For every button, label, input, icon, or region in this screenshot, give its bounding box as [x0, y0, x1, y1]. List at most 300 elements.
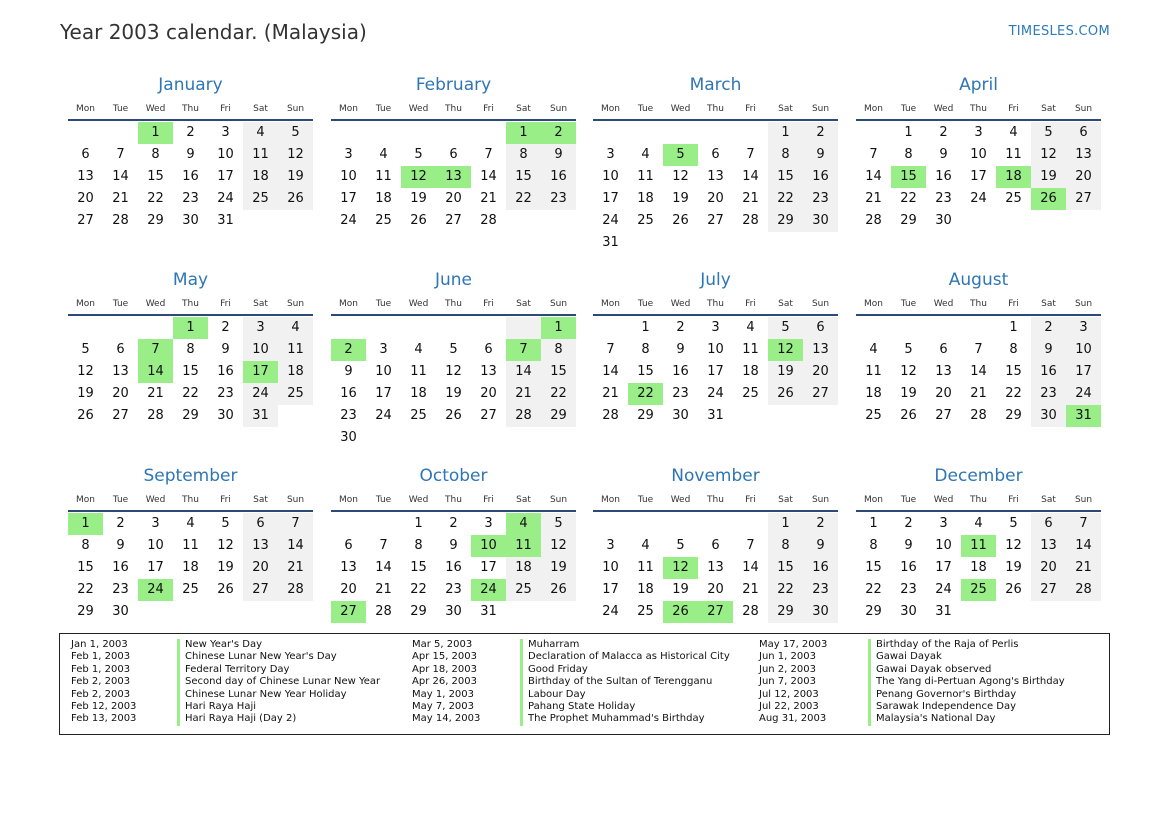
- day-cell: 18: [182, 560, 199, 575]
- weekday-label: Thu: [707, 495, 724, 505]
- day-cell: 4: [186, 516, 195, 531]
- holiday-day-cell: 7: [138, 339, 173, 361]
- holiday-day-cell: 1: [506, 122, 541, 144]
- empty-cell: [628, 513, 663, 535]
- header-divider: [593, 510, 838, 512]
- day-cell: 17: [480, 560, 497, 575]
- day-cell: 19: [1005, 560, 1022, 575]
- day-cell: 29: [768, 210, 803, 232]
- brand-logo-link[interactable]: TIMESLES.COM: [1008, 24, 1110, 39]
- day-cell: 31: [243, 405, 278, 427]
- holiday-day-cell: 11: [506, 535, 541, 557]
- day-cell: 26: [1005, 582, 1022, 597]
- day-cell: 13: [77, 169, 94, 184]
- day-cell: 16: [672, 364, 689, 379]
- weekday-label: Sat: [1041, 299, 1056, 309]
- legend-date-column: [71, 639, 136, 726]
- holiday-date: May 14, 2003: [412, 713, 481, 725]
- day-cell: 8: [904, 147, 913, 162]
- day-cell: 2: [676, 320, 685, 335]
- weekday-label: Sat: [253, 104, 268, 114]
- holiday-day-cell: 12: [401, 166, 436, 188]
- day-cell: 16: [217, 364, 234, 379]
- day-cell: 27: [1066, 188, 1101, 210]
- day-cell: 13: [112, 364, 129, 379]
- holiday-date: Feb 1, 2003: [71, 663, 131, 675]
- weekday-label: Sun: [811, 104, 830, 114]
- empty-cell: [961, 317, 996, 339]
- day-cell: 4: [379, 147, 388, 162]
- weekday-label: Mon: [339, 299, 358, 309]
- day-cell: 27: [445, 213, 462, 228]
- header-divider: [856, 119, 1101, 121]
- day-cell: 27: [77, 213, 94, 228]
- empty-cell: [593, 317, 628, 339]
- day-cell: 29: [637, 408, 654, 423]
- day-grid: [68, 122, 313, 232]
- day-cell: 17: [340, 191, 357, 206]
- weekday-label: Thu: [445, 299, 462, 309]
- day-cell: 26: [541, 579, 576, 601]
- day-cell: 9: [1031, 339, 1066, 361]
- day-cell: 28: [375, 604, 392, 619]
- weekday-label: Wed: [670, 299, 691, 309]
- day-cell: 21: [112, 191, 129, 206]
- holiday-name: Penang Governor's Birthday: [876, 688, 1017, 700]
- month-november: [593, 463, 838, 623]
- month-december: [856, 463, 1101, 623]
- weekday-header: [593, 297, 838, 311]
- holiday-date: May 7, 2003: [412, 700, 475, 712]
- day-cell: 1: [904, 125, 913, 140]
- day-cell: 15: [768, 557, 803, 579]
- weekday-label: Fri: [745, 299, 756, 309]
- holiday-day-cell: 24: [138, 579, 173, 601]
- day-cell: 3: [711, 320, 720, 335]
- holiday-name: Gawai Dayak: [876, 651, 942, 663]
- day-cell: 12: [1005, 538, 1022, 553]
- day-cell: 10: [707, 342, 724, 357]
- day-cell: 14: [112, 169, 129, 184]
- day-cell: 29: [410, 604, 427, 619]
- empty-cell: [926, 317, 961, 339]
- day-cell: 14: [970, 364, 987, 379]
- month-april: [856, 72, 1101, 232]
- weekday-label: Mon: [76, 495, 95, 505]
- day-cell: 3: [1066, 317, 1101, 339]
- month-march: [593, 72, 838, 254]
- weekday-label: Tue: [637, 495, 654, 505]
- day-cell: 29: [1005, 408, 1022, 423]
- month-june: [331, 267, 576, 449]
- holiday-date: Mar 5, 2003: [412, 639, 473, 650]
- day-cell: 3: [974, 125, 983, 140]
- weekday-label: Sun: [811, 299, 830, 309]
- day-cell: 1: [641, 320, 650, 335]
- month-name: January: [158, 75, 223, 95]
- day-cell: 19: [77, 386, 94, 401]
- month-name: November: [671, 466, 760, 486]
- holiday-day-cell: 27: [698, 601, 733, 623]
- holiday-date: Feb 12, 2003: [71, 700, 137, 712]
- day-cell: 4: [414, 342, 423, 357]
- holiday-day-cell: 2: [541, 122, 576, 144]
- day-cell: 6: [243, 513, 278, 535]
- day-cell: 14: [506, 361, 541, 383]
- day-cell: 18: [865, 386, 882, 401]
- holiday-date: Aug 31, 2003: [759, 713, 827, 725]
- day-cell: 11: [278, 339, 313, 361]
- day-cell: 22: [541, 383, 576, 405]
- day-cell: 18: [637, 191, 654, 206]
- weekday-label: Wed: [408, 299, 429, 309]
- day-cell: 18: [506, 557, 541, 579]
- holiday-day-cell: 11: [961, 535, 996, 557]
- day-cell: 5: [1009, 516, 1018, 531]
- day-cell: 20: [445, 191, 462, 206]
- day-cell: 5: [414, 147, 423, 162]
- holiday-name: Muharram: [528, 639, 580, 650]
- day-cell: 23: [672, 386, 689, 401]
- holiday-day-cell: 27: [331, 601, 366, 623]
- day-cell: 17: [1066, 361, 1101, 383]
- day-cell: 12: [1031, 144, 1066, 166]
- day-cell: 16: [900, 560, 917, 575]
- day-cell: 28: [602, 408, 619, 423]
- empty-cell: [856, 122, 891, 144]
- weekday-header: [593, 493, 838, 507]
- day-cell: 30: [672, 408, 689, 423]
- day-cell: 22: [865, 582, 882, 597]
- weekday-label: Sun: [549, 495, 568, 505]
- day-cell: 14: [742, 169, 759, 184]
- day-cell: 3: [939, 516, 948, 531]
- weekday-label: Mon: [76, 104, 95, 114]
- month-october: [331, 463, 576, 623]
- weekday-label: Sun: [1074, 299, 1093, 309]
- empty-cell: [471, 317, 506, 339]
- day-cell: 21: [278, 557, 313, 579]
- weekday-label: Thu: [182, 299, 199, 309]
- day-cell: 1: [1009, 320, 1018, 335]
- weekday-label: Wed: [408, 495, 429, 505]
- day-cell: 15: [637, 364, 654, 379]
- weekday-label: Sat: [516, 495, 531, 505]
- weekday-label: Tue: [112, 299, 129, 309]
- day-cell: 2: [186, 125, 195, 140]
- day-cell: 24: [217, 191, 234, 206]
- empty-cell: [366, 122, 401, 144]
- day-cell: 25: [243, 188, 278, 210]
- weekday-label: Sun: [549, 104, 568, 114]
- day-cell: 19: [672, 582, 689, 597]
- day-cell: 9: [803, 535, 838, 557]
- day-cell: 24: [243, 383, 278, 405]
- day-cell: 7: [278, 513, 313, 535]
- legend-name-column: [868, 639, 1065, 726]
- day-cell: 20: [340, 582, 357, 597]
- day-cell: 24: [935, 582, 952, 597]
- weekday-label: Thu: [970, 299, 987, 309]
- day-cell: 10: [602, 169, 619, 184]
- weekday-label: Sat: [516, 299, 531, 309]
- day-cell: 11: [243, 144, 278, 166]
- weekday-label: Thu: [182, 495, 199, 505]
- day-cell: 15: [865, 560, 882, 575]
- day-cell: 20: [1031, 557, 1066, 579]
- day-cell: 17: [602, 582, 619, 597]
- day-cell: 12: [217, 538, 234, 553]
- holiday-day-cell: 26: [1031, 188, 1066, 210]
- day-cell: 6: [803, 317, 838, 339]
- header-divider: [68, 119, 313, 121]
- holiday-day-cell: 14: [138, 361, 173, 383]
- day-cell: 13: [340, 560, 357, 575]
- holiday-date: Jun 7, 2003: [759, 676, 816, 688]
- day-cell: 4: [641, 147, 650, 162]
- holiday-name: New Year's Day: [185, 639, 263, 650]
- day-cell: 30: [217, 408, 234, 423]
- weekday-label: Fri: [220, 299, 231, 309]
- day-cell: 15: [410, 560, 427, 575]
- day-cell: 12: [672, 169, 689, 184]
- weekday-label: Tue: [900, 495, 917, 505]
- holiday-name: Birthday of the Sultan of Terengganu: [528, 676, 713, 688]
- day-cell: 18: [970, 560, 987, 575]
- weekday-label: Tue: [900, 299, 917, 309]
- weekday-label: Mon: [601, 495, 620, 505]
- weekday-label: Thu: [970, 495, 987, 505]
- empty-cell: [103, 317, 138, 339]
- page-title: Year 2003 calendar. (Malaysia): [60, 20, 367, 44]
- weekday-label: Wed: [670, 495, 691, 505]
- day-cell: 23: [803, 188, 838, 210]
- day-cell: 17: [217, 169, 234, 184]
- weekday-label: Fri: [483, 495, 494, 505]
- weekday-label: Sat: [778, 104, 793, 114]
- day-cell: 14: [1066, 535, 1101, 557]
- holiday-day-cell: 13: [436, 166, 471, 188]
- day-cell: 31: [935, 604, 952, 619]
- holiday-name: Sarawak Independence Day: [876, 700, 1017, 712]
- holiday-day-cell: 25: [961, 579, 996, 601]
- holiday-day-cell: 5: [663, 144, 698, 166]
- day-cell: 21: [1066, 557, 1101, 579]
- day-cell: 30: [340, 430, 357, 445]
- day-cell: 19: [278, 166, 313, 188]
- weekday-label: Sun: [286, 299, 305, 309]
- day-cell: 6: [449, 147, 458, 162]
- day-cell: 30: [900, 604, 917, 619]
- day-cell: 8: [869, 538, 878, 553]
- holiday-name: Federal Territory Day: [185, 663, 290, 675]
- day-cell: 10: [217, 147, 234, 162]
- day-cell: 14: [278, 535, 313, 557]
- day-cell: 2: [939, 125, 948, 140]
- day-cell: 19: [1031, 166, 1066, 188]
- day-cell: 6: [484, 342, 493, 357]
- day-cell: 20: [707, 582, 724, 597]
- day-cell: 15: [768, 166, 803, 188]
- day-cell: 21: [865, 191, 882, 206]
- day-cell: 15: [506, 166, 541, 188]
- day-cell: 17: [602, 191, 619, 206]
- weekday-label: Thu: [445, 104, 462, 114]
- weekday-header: [68, 102, 313, 116]
- day-cell: 22: [147, 191, 164, 206]
- day-cell: 30: [112, 604, 129, 619]
- day-cell: 6: [939, 342, 948, 357]
- day-cell: 30: [445, 604, 462, 619]
- day-cell: 21: [970, 386, 987, 401]
- day-cell: 15: [1005, 364, 1022, 379]
- holiday-day-cell: 12: [768, 339, 803, 361]
- month-name: February: [415, 75, 492, 95]
- day-cell: 20: [1066, 166, 1101, 188]
- day-cell: 23: [900, 582, 917, 597]
- day-cell: 3: [484, 516, 493, 531]
- day-cell: 4: [1009, 125, 1018, 140]
- day-cell: 5: [449, 342, 458, 357]
- day-cell: 19: [768, 361, 803, 383]
- day-cell: 27: [112, 408, 129, 423]
- holiday-day-cell: 1: [138, 122, 173, 144]
- day-cell: 8: [768, 535, 803, 557]
- weekday-label: Mon: [864, 104, 883, 114]
- day-cell: 28: [278, 579, 313, 601]
- day-cell: 17: [935, 560, 952, 575]
- weekday-header: [331, 102, 576, 116]
- header-divider: [856, 314, 1101, 316]
- month-name: April: [959, 75, 998, 95]
- day-cell: 26: [278, 188, 313, 210]
- month-name: October: [419, 466, 488, 486]
- weekday-label: Tue: [112, 104, 129, 114]
- day-cell: 9: [449, 538, 458, 553]
- weekday-label: Tue: [375, 299, 392, 309]
- month-name: June: [434, 270, 473, 290]
- holiday-name: Good Friday: [528, 663, 588, 675]
- day-cell: 1: [414, 516, 423, 531]
- day-cell: 14: [602, 364, 619, 379]
- day-cell: 6: [116, 342, 125, 357]
- header-divider: [331, 119, 576, 121]
- day-cell: 21: [147, 386, 164, 401]
- day-cell: 19: [217, 560, 234, 575]
- holiday-name: Chinese Lunar New Year Holiday: [185, 688, 347, 700]
- day-cell: 9: [803, 144, 838, 166]
- day-cell: 16: [803, 557, 838, 579]
- weekday-label: Sat: [253, 495, 268, 505]
- weekday-label: Wed: [933, 495, 954, 505]
- day-cell: 16: [935, 169, 952, 184]
- day-cell: 3: [606, 538, 615, 553]
- day-cell: 26: [768, 383, 803, 405]
- empty-cell: [698, 122, 733, 144]
- empty-cell: [331, 317, 366, 339]
- day-cell: 4: [869, 342, 878, 357]
- empty-cell: [436, 317, 471, 339]
- weekday-label: Mon: [864, 495, 883, 505]
- day-cell: 26: [672, 213, 689, 228]
- day-cell: 10: [243, 339, 278, 361]
- day-cell: 27: [803, 383, 838, 405]
- holiday-name: Chinese Lunar New Year's Day: [185, 651, 337, 663]
- holiday-name: Pahang State Holiday: [528, 700, 636, 712]
- month-july: [593, 267, 838, 427]
- day-cell: 11: [410, 364, 427, 379]
- day-cell: 29: [865, 604, 882, 619]
- day-cell: 9: [344, 364, 353, 379]
- day-cell: 26: [445, 408, 462, 423]
- day-grid: [331, 317, 576, 449]
- day-cell: 12: [445, 364, 462, 379]
- day-cell: 18: [742, 364, 759, 379]
- weekday-label: Sun: [811, 495, 830, 505]
- empty-cell: [471, 122, 506, 144]
- day-cell: 3: [606, 147, 615, 162]
- day-grid: [331, 122, 576, 232]
- weekday-header: [68, 297, 313, 311]
- day-cell: 9: [541, 144, 576, 166]
- day-cell: 1: [869, 516, 878, 531]
- header-divider: [331, 510, 576, 512]
- day-cell: 7: [746, 147, 755, 162]
- empty-cell: [331, 122, 366, 144]
- weekday-label: Fri: [1008, 104, 1019, 114]
- day-cell: 25: [375, 213, 392, 228]
- holiday-day-cell: 4: [506, 513, 541, 535]
- day-cell: 5: [221, 516, 230, 531]
- day-cell: 8: [1009, 342, 1018, 357]
- day-cell: 4: [278, 317, 313, 339]
- month-may: [68, 267, 313, 427]
- day-cell: 23: [340, 408, 357, 423]
- day-cell: 28: [742, 604, 759, 619]
- day-cell: 15: [182, 364, 199, 379]
- weekday-label: Fri: [483, 299, 494, 309]
- day-cell: 22: [410, 582, 427, 597]
- empty-cell: [103, 122, 138, 144]
- day-cell: 16: [340, 386, 357, 401]
- day-cell: 17: [707, 364, 724, 379]
- holiday-day-cell: 31: [1066, 405, 1101, 427]
- weekday-header: [331, 493, 576, 507]
- day-cell: 23: [541, 188, 576, 210]
- day-cell: 20: [243, 557, 278, 579]
- holiday-name: Second day of Chinese Lunar New Year: [185, 676, 381, 688]
- day-cell: 31: [707, 408, 724, 423]
- weekday-header: [856, 297, 1101, 311]
- empty-cell: [331, 513, 366, 535]
- month-name: August: [948, 270, 1009, 290]
- weekday-label: Fri: [1008, 299, 1019, 309]
- day-cell: 29: [182, 408, 199, 423]
- day-cell: 30: [1031, 405, 1066, 427]
- weekday-label: Wed: [408, 104, 429, 114]
- day-cell: 8: [186, 342, 195, 357]
- day-cell: 19: [541, 557, 576, 579]
- day-cell: 21: [375, 582, 392, 597]
- weekday-label: Sat: [778, 495, 793, 505]
- day-cell: 29: [541, 405, 576, 427]
- day-cell: 17: [970, 169, 987, 184]
- day-cell: 23: [1031, 383, 1066, 405]
- weekday-label: Mon: [601, 104, 620, 114]
- weekday-label: Sat: [253, 299, 268, 309]
- weekday-header: [331, 297, 576, 311]
- day-cell: 13: [935, 364, 952, 379]
